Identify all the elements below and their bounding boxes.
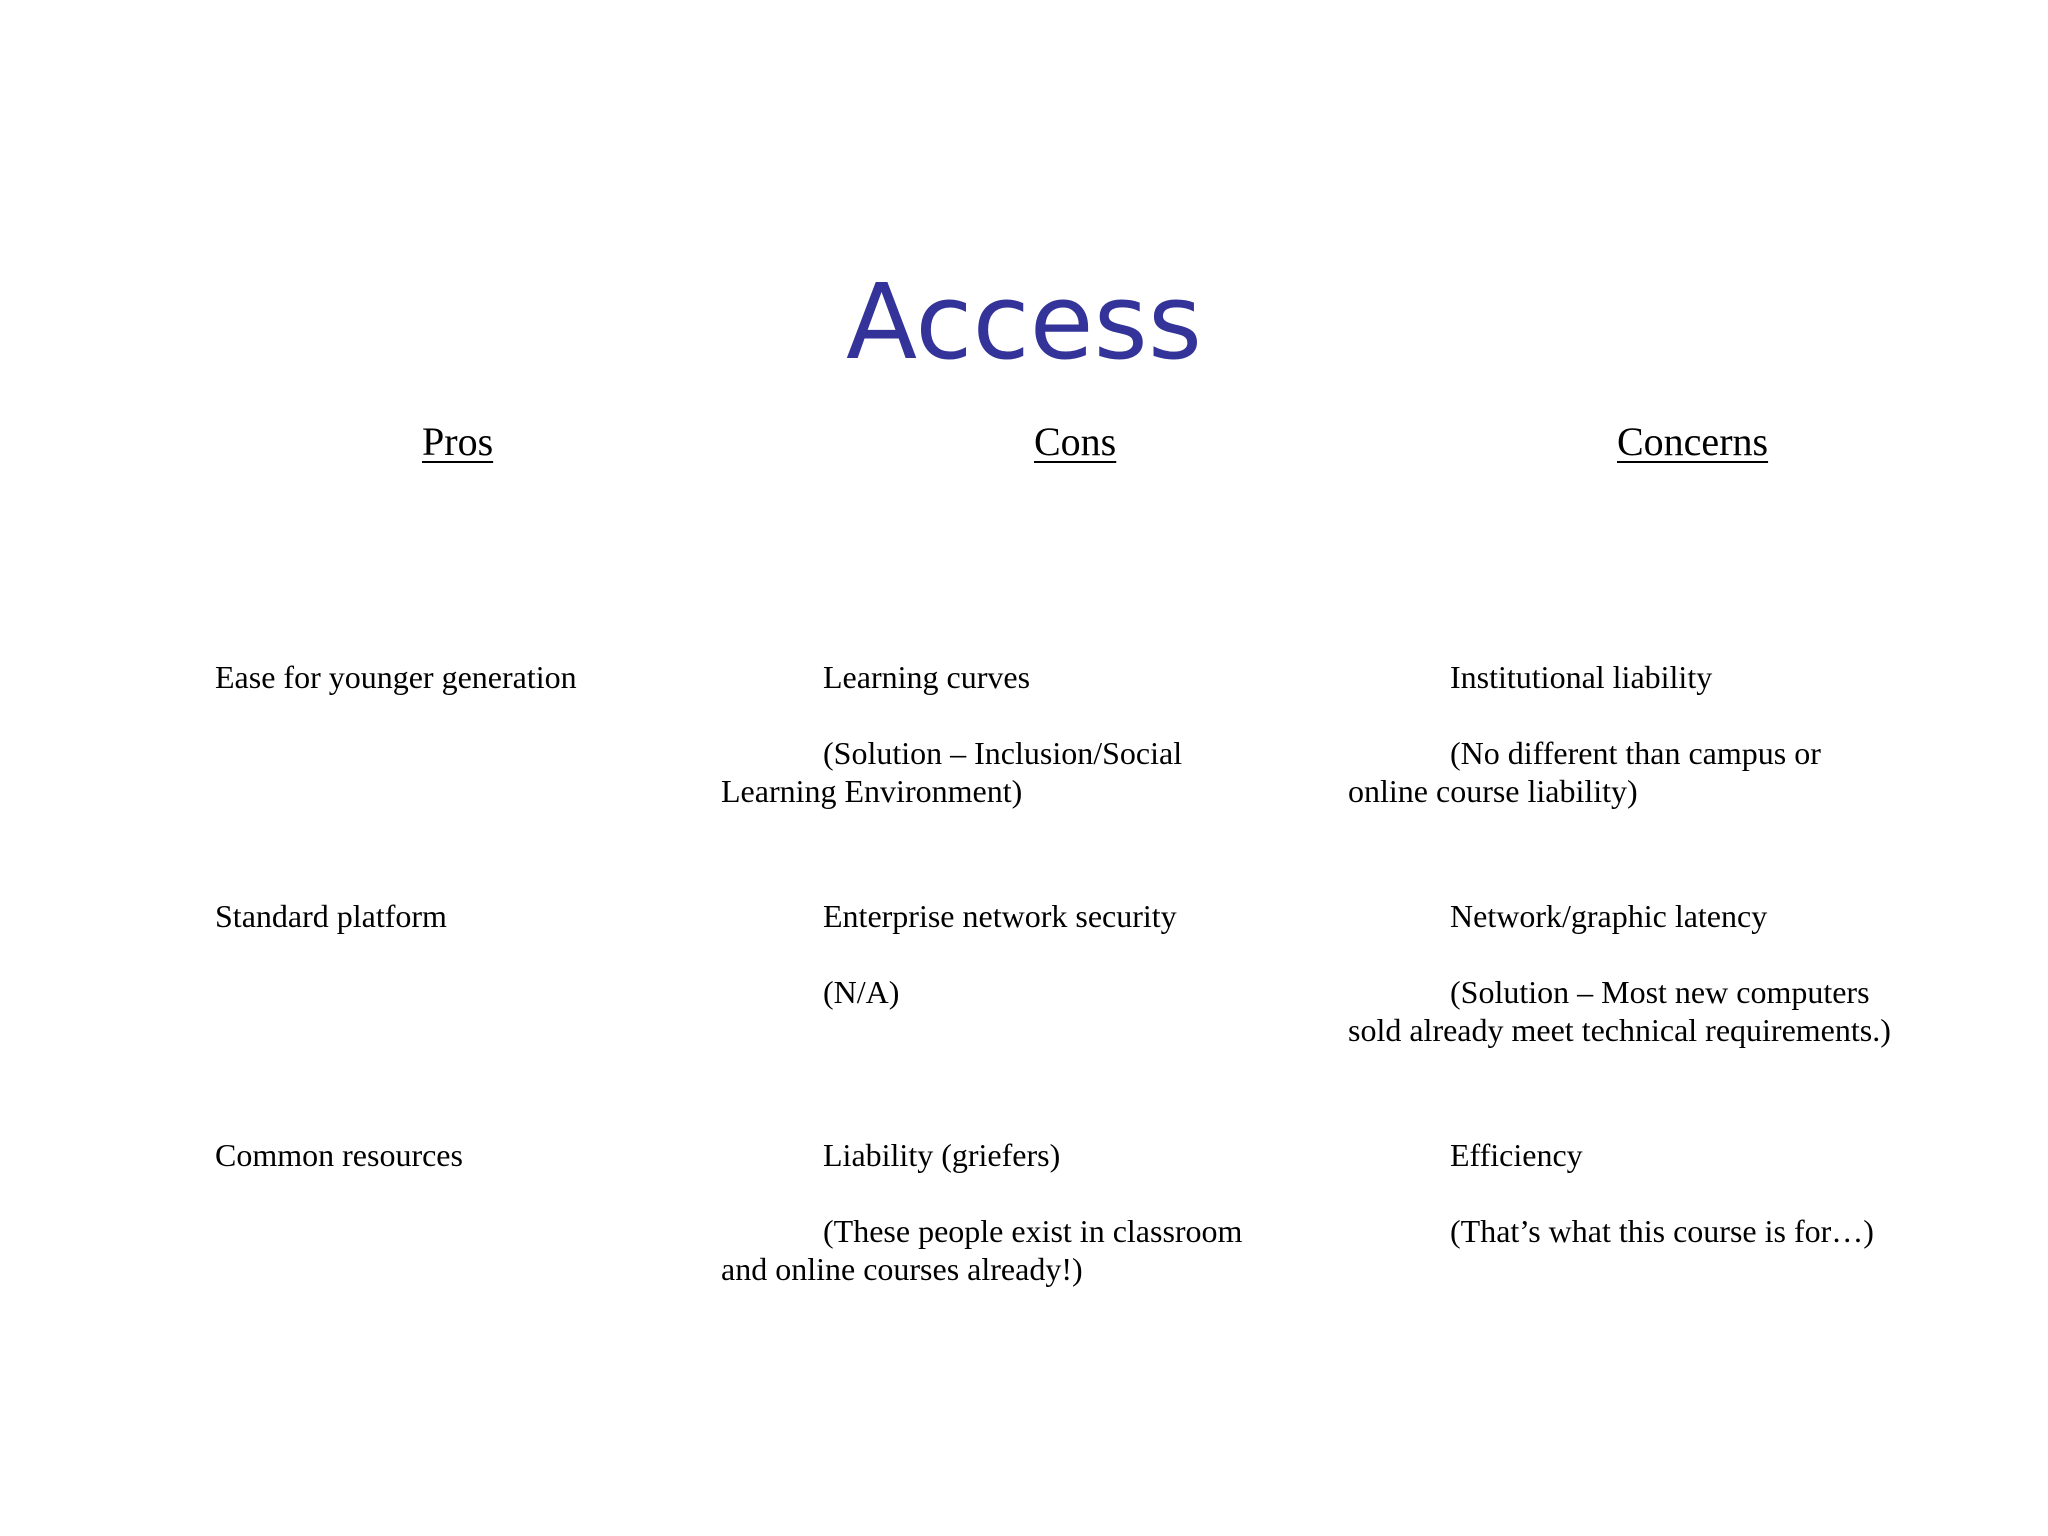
column-header-concerns: Concerns [1617, 419, 1769, 464]
con-note-line: (N/A) [823, 974, 900, 1010]
con-item: Liability (griefers) [823, 1137, 1061, 1173]
concern-item: Network/graphic latency [1450, 898, 1768, 934]
con-note-line: (Solution – Inclusion/Social [823, 735, 1183, 771]
concern-note-line: (No different than campus or [1450, 735, 1821, 771]
column-header-cons: Cons [1034, 419, 1117, 464]
con-note [721, 973, 1281, 1011]
con-note [721, 734, 1281, 810]
concern-note-line: sold already meet technical requirements.) [1348, 1012, 1891, 1048]
concern-note-line: online course liability) [1348, 773, 1638, 809]
concern-note [1348, 734, 1948, 810]
pro-item: Ease for younger generation [215, 659, 577, 695]
concern-note [1348, 973, 1948, 1049]
con-note-line: Learning Environment) [721, 773, 1023, 809]
con-item: Learning curves [823, 659, 1031, 695]
slide-title: Access [845, 261, 1203, 383]
pro-item: Standard platform [215, 898, 447, 934]
concern-note [1348, 1212, 1948, 1250]
concern-item: Efficiency [1450, 1137, 1583, 1173]
concern-note-line: (Solution – Most new computers [1450, 974, 1870, 1010]
con-note [721, 1212, 1281, 1288]
concern-item: Institutional liability [1450, 659, 1713, 695]
concern-note-line: (That’s what this course is for…) [1450, 1213, 1874, 1249]
column-header-pros: Pros [422, 419, 494, 464]
con-note-line: and online courses already!) [721, 1251, 1083, 1287]
con-note-line: (These people exist in classroom [823, 1213, 1243, 1249]
pro-item: Common resources [215, 1137, 463, 1173]
con-item: Enterprise network security [823, 898, 1177, 934]
